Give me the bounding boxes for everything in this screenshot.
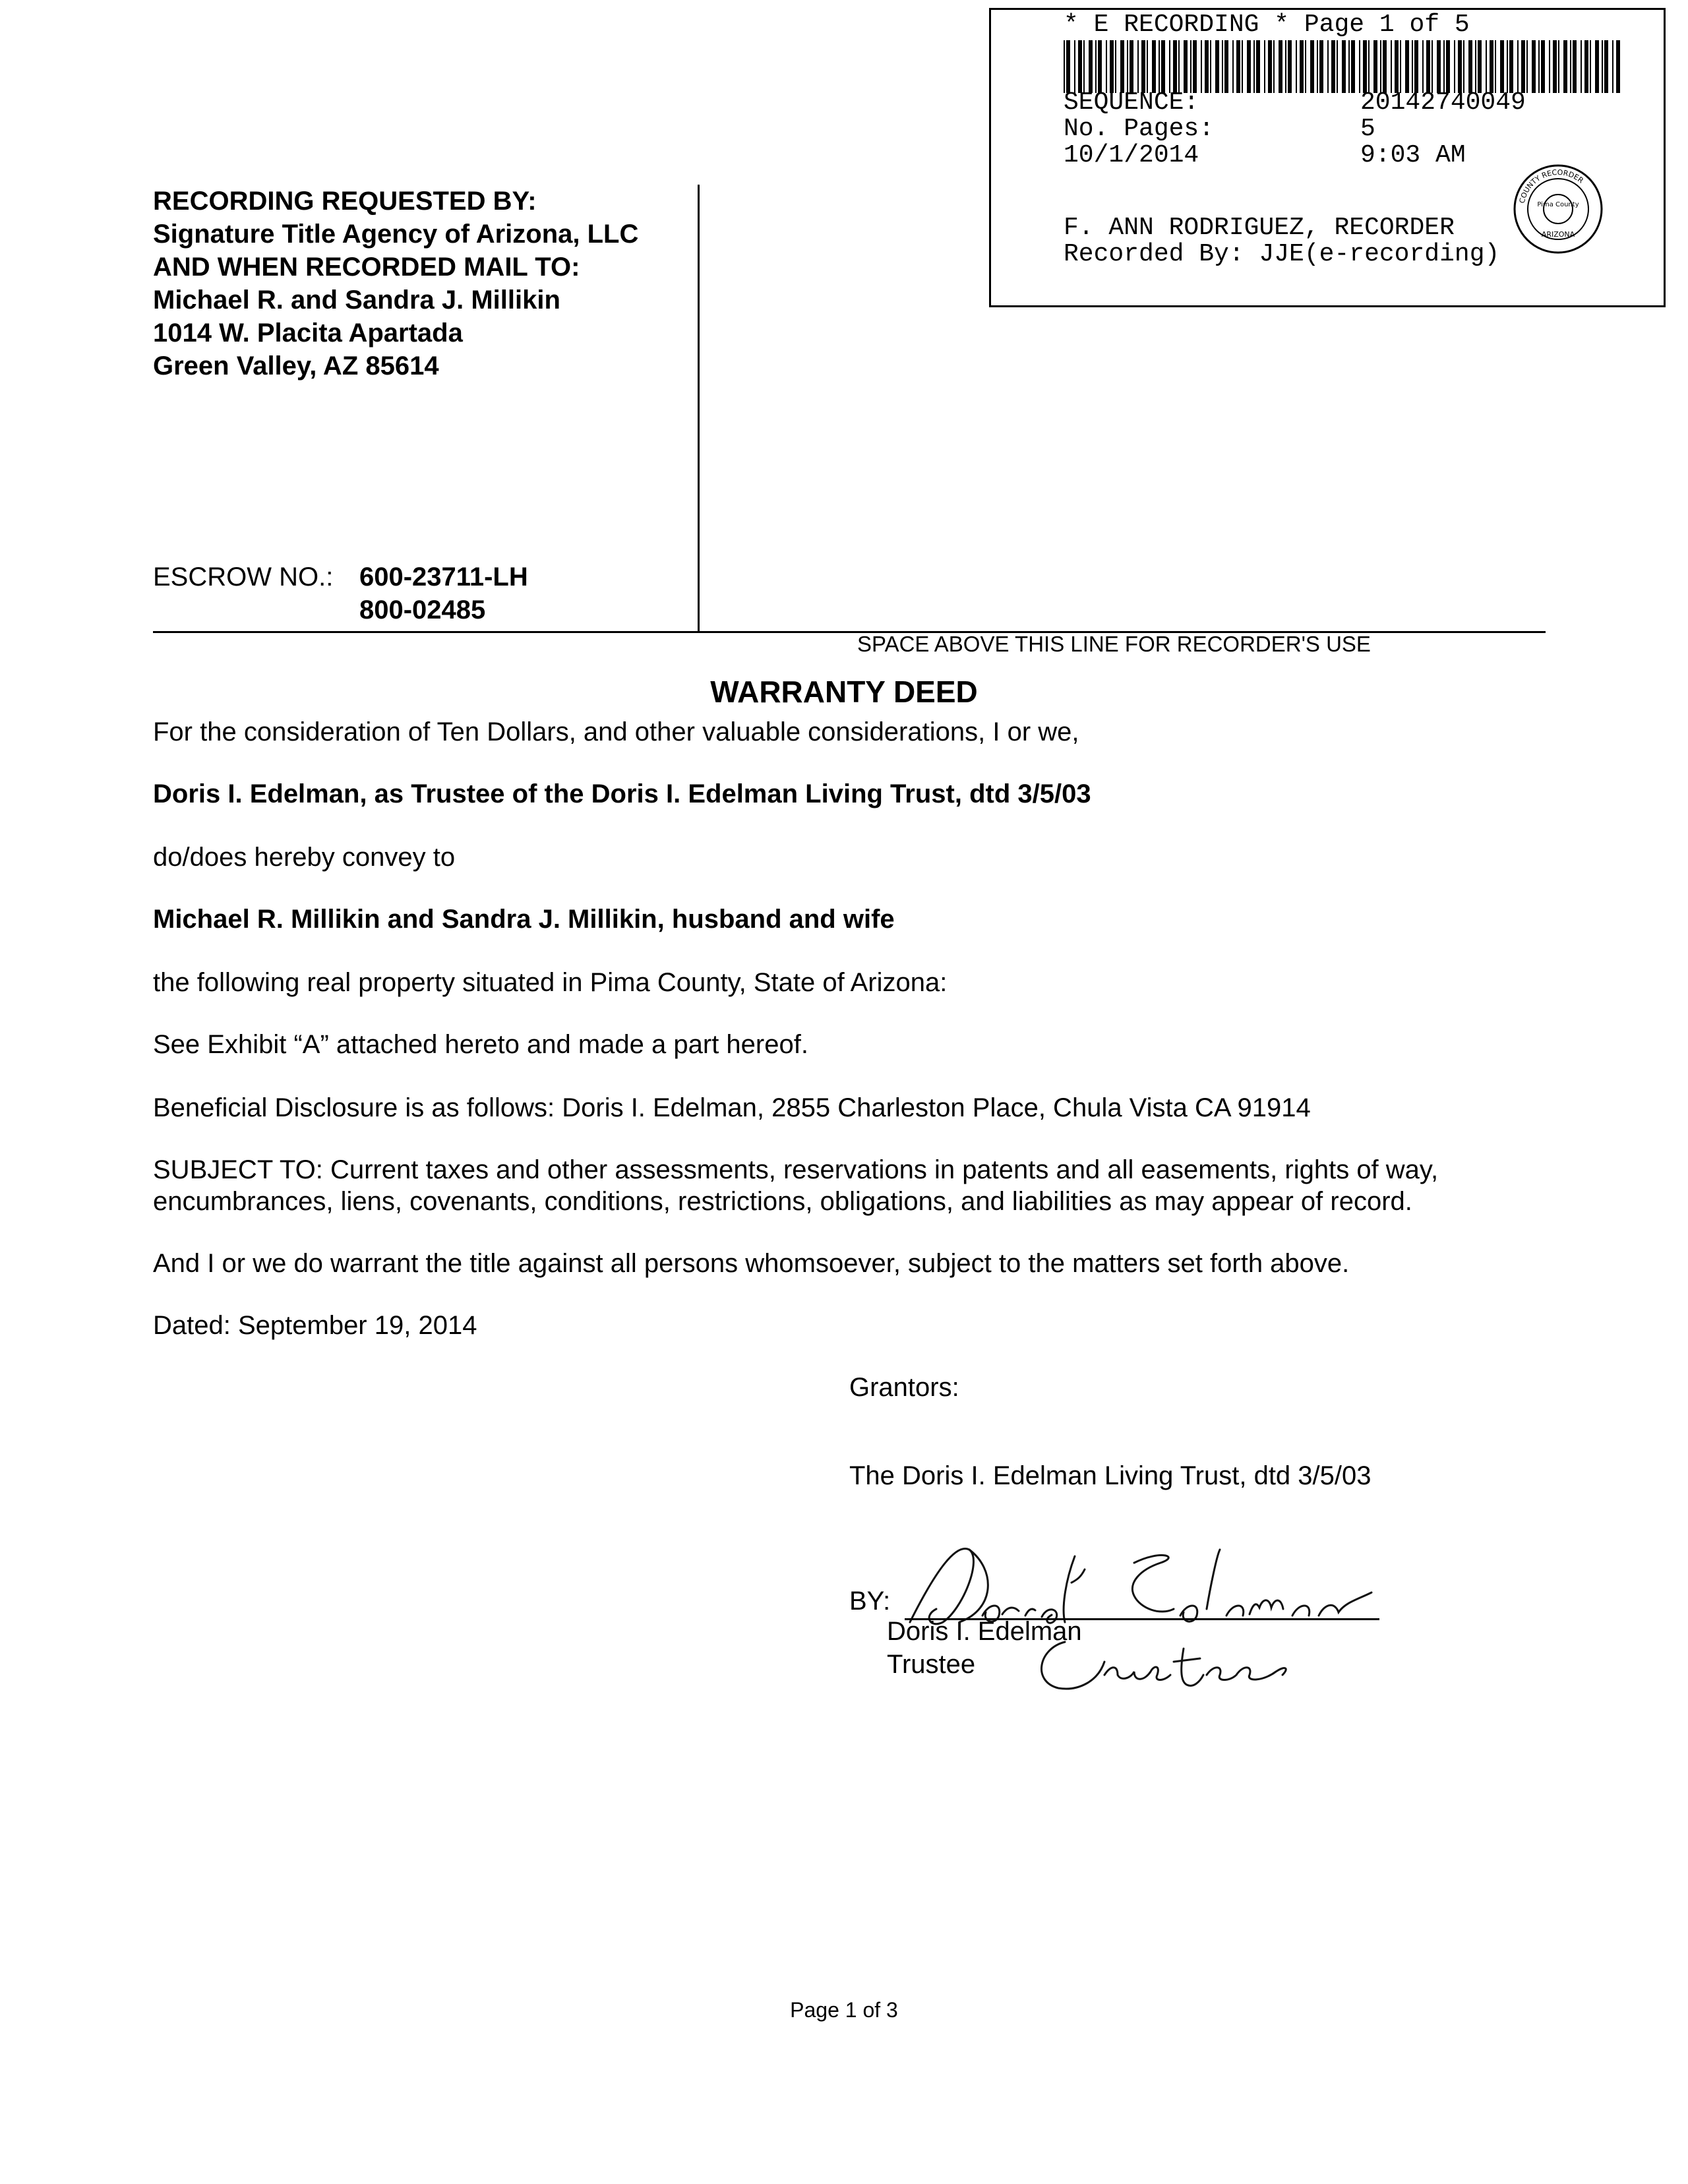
exhibit-reference: See Exhibit “A” attached hereto and made a part hereof. bbox=[153, 1030, 808, 1059]
property-location: the following real property situated in Pima County, State of Arizona: bbox=[153, 968, 948, 997]
dated-line: Dated: September 19, 2014 bbox=[153, 1311, 477, 1340]
requested-by-label: RECORDING REQUESTED BY: bbox=[153, 187, 537, 216]
sequence-label: SEQUENCE: bbox=[1064, 88, 1199, 117]
mail-to-street: 1014 W. Placita Apartada bbox=[153, 318, 463, 348]
escrow-number: 600-23711-LH bbox=[359, 562, 528, 592]
subject-to-paragraph: SUBJECT TO: Current taxes and other assessments, reservations in patents and all easements, rights of way, encumbrances, liens, covenants, conditions, restrictions, obligations, and liabilities as may appear of record. bbox=[153, 1155, 1439, 1216]
trust-name: The Doris I. Edelman Living Trust, dtd 3/5/03 bbox=[849, 1461, 1372, 1490]
recording-time: 9:03 AM bbox=[1360, 141, 1466, 169]
seal-text-bottom: ARIZONA bbox=[1541, 230, 1575, 239]
beneficial-disclosure: Beneficial Disclosure is as follows: Doris I. Edelman, 2855 Charleston Place, Chula Vista CA 91914 bbox=[153, 1093, 1311, 1122]
page-number: Page 1 of 3 bbox=[790, 1998, 898, 2022]
escrow-number-secondary: 800-02485 bbox=[359, 595, 486, 624]
handwritten-trustee-title bbox=[1025, 1622, 1302, 1701]
grantors-label: Grantors: bbox=[849, 1373, 959, 1402]
sequence-value: 20142740049 bbox=[1360, 88, 1526, 117]
recorder-stamp bbox=[989, 8, 1666, 307]
county-seal-icon bbox=[1512, 163, 1604, 255]
recorder-name: F. ANN RODRIGUEZ, RECORDER bbox=[1064, 214, 1455, 242]
escrow-label: ESCROW NO.: bbox=[153, 562, 334, 592]
by-label: BY: bbox=[849, 1587, 891, 1616]
barcode bbox=[1064, 40, 1625, 93]
signer-name: Doris I. Edelman bbox=[887, 1617, 1082, 1646]
pages-value: 5 bbox=[1360, 115, 1375, 143]
stamp-header: * E RECORDING * Page 1 of 5 bbox=[1064, 11, 1470, 39]
signer-title: Trustee bbox=[887, 1650, 976, 1679]
grantee-name: Michael R. Millikin and Sandra J. Millikin, husband and wife bbox=[153, 905, 895, 934]
mail-to-city: Green Valley, AZ 85614 bbox=[153, 351, 439, 380]
space-above-notice: SPACE ABOVE THIS LINE FOR RECORDER'S USE bbox=[857, 632, 1371, 656]
seal-text-top: COUNTY RECORDER bbox=[1517, 167, 1585, 204]
pages-label: No. Pages: bbox=[1064, 115, 1215, 143]
recording-date: 10/1/2014 bbox=[1064, 141, 1199, 169]
document-title: WARRANTY DEED bbox=[710, 675, 978, 709]
warranty-statement: And I or we do warrant the title against all persons whomsoever, subject to the matters set forth above. bbox=[153, 1249, 1350, 1278]
mail-to-label: AND WHEN RECORDED MAIL TO: bbox=[153, 253, 580, 282]
requested-by: Signature Title Agency of Arizona, LLC bbox=[153, 220, 639, 249]
seal-text-mid: Pima County bbox=[1537, 201, 1579, 208]
recorded-by: Recorded By: JJE(e-recording) bbox=[1064, 240, 1500, 268]
recorder-divider-vertical bbox=[698, 185, 700, 633]
convey-statement: do/does hereby convey to bbox=[153, 843, 456, 872]
grantor-name: Doris I. Edelman, as Trustee of the Doris I. Edelman Living Trust, dtd 3/5/03 bbox=[153, 779, 1091, 808]
mail-to-name: Michael R. and Sandra J. Millikin bbox=[153, 286, 560, 315]
recording-info bbox=[153, 185, 638, 382]
consideration-paragraph: For the consideration of Ten Dollars, and other valuable considerations, I or we, bbox=[153, 717, 1079, 746]
